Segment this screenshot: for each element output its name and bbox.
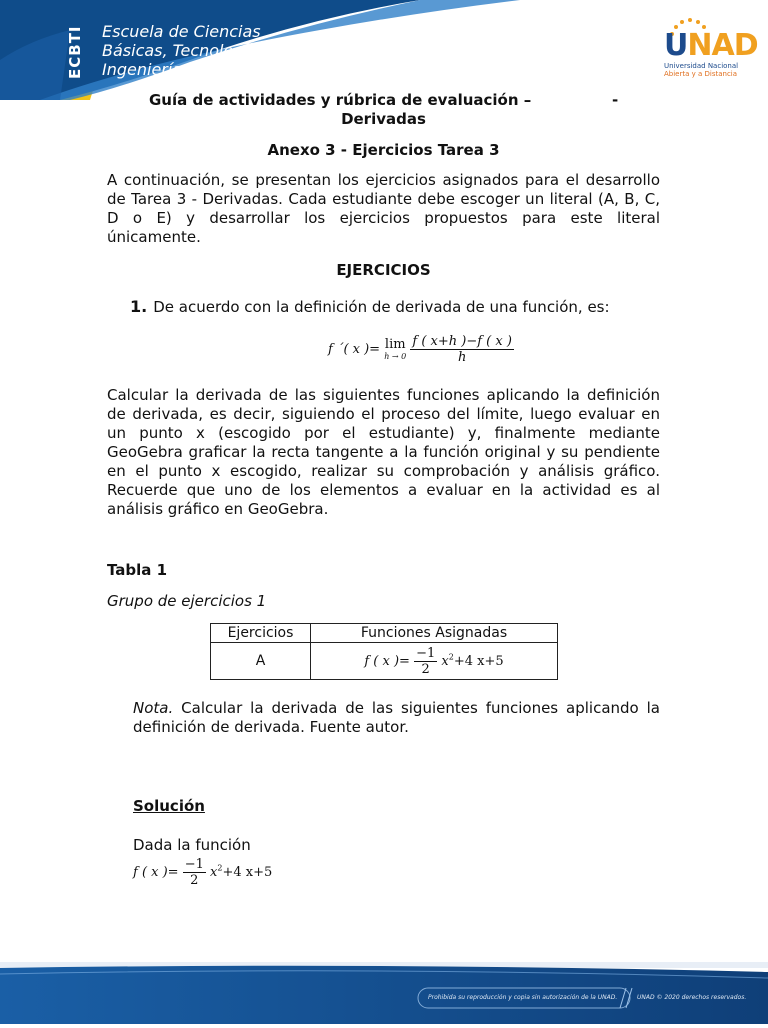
given-function-label: Dada la función bbox=[133, 836, 251, 854]
formula-lim: lim bbox=[384, 337, 406, 352]
table-row bbox=[211, 643, 558, 680]
exercise-item-1 bbox=[130, 297, 610, 316]
table-label: Tabla 1 bbox=[107, 561, 168, 579]
header-banner bbox=[0, 0, 768, 100]
formula-lhs: f ´( x )= bbox=[328, 342, 381, 357]
school-name bbox=[102, 22, 273, 79]
school-name-line1: Escuela de Ciencias bbox=[102, 22, 261, 41]
table-caption: Grupo de ejercicios 1 bbox=[107, 592, 267, 610]
formula-lim-sub: h → 0 bbox=[384, 352, 407, 361]
table-cell-exercise: A bbox=[211, 643, 311, 680]
title-dash: - bbox=[612, 91, 619, 109]
footer-rights: UNAD © 2020 derechos reservados. bbox=[637, 994, 747, 1001]
section-heading: EJERCICIOS bbox=[336, 261, 431, 279]
note-text: Calcular la derivada de las siguientes funciones aplicando la definición de derivada. Fuente autor. bbox=[133, 699, 660, 736]
unad-subtitle: Universidad Nacional Abierta y a Distancia bbox=[664, 62, 739, 78]
solution-heading: Solución bbox=[133, 797, 205, 815]
formula-denominator: h bbox=[457, 350, 467, 365]
item-number: 1. bbox=[130, 297, 148, 316]
table-header-cell: Ejercicios bbox=[211, 624, 311, 643]
exercises-table bbox=[210, 623, 558, 680]
intro-paragraph: A continuación, se presentan los ejercicios asignados para el desarrollo de Tarea 3 - Derivadas. Cada estudiante debe escoger un literal (A, B, C, D o E) y desarrollar los ejercicios propuestos para este literal únicamente. bbox=[107, 171, 660, 246]
title-line1: Guía de actividades y rúbrica de evaluación – bbox=[149, 91, 532, 109]
unad-logo bbox=[664, 18, 758, 82]
footer-notice: Prohibida su reproducción y copia sin autorización de la UNAD. bbox=[428, 994, 618, 1001]
note-label: Nota. bbox=[133, 699, 174, 717]
item-text: De acuerdo con la definición de derivada de una función, es: bbox=[153, 298, 610, 316]
footer-swoosh bbox=[0, 962, 768, 1024]
title-line2: Derivadas bbox=[341, 110, 426, 128]
function-formula: f ( x )= $\frac{-1}{2}$ $x^2+4$ x+5 bbox=[364, 645, 504, 677]
document-title bbox=[107, 91, 660, 129]
table-header-cell: Funciones Asignadas bbox=[311, 624, 558, 643]
instructions-paragraph: Calcular la derivada de las siguientes funciones aplicando la definición de derivada, es decir, siguiendo el proceso del límite, luego evaluar en un punto x (escogido por el estudiante) y, finalmente mediante GeoGebra graficar la recta tangente a la función original y su pendiente en el punto x escogido, realizar su comprobación y análisis gráfico. Recuerde que uno de los elementos a evaluar en la actividad es al análisis gráfico en GeoGebra. bbox=[107, 386, 660, 518]
given-function-formula: f ( x )= $\frac{-1}{2}$ $x^2+4$ x+5 bbox=[133, 857, 273, 888]
table-header-row bbox=[211, 624, 558, 643]
table-cell-function bbox=[311, 643, 558, 680]
formula-numerator: f ( x+h )−f ( x ) bbox=[412, 334, 512, 349]
unad-wordmark: UNAD bbox=[664, 28, 758, 63]
formula-fraction bbox=[410, 334, 514, 365]
school-name-line2: Básicas, Tecnología e bbox=[102, 41, 273, 60]
derivative-definition-formula bbox=[328, 334, 514, 365]
table-note bbox=[133, 699, 660, 737]
footer-banner bbox=[0, 962, 768, 1024]
ecbti-logo-text: ECBTI bbox=[66, 25, 84, 79]
annex-heading: Anexo 3 - Ejercicios Tarea 3 bbox=[267, 141, 500, 159]
school-name-line3: Ingeniería bbox=[102, 60, 183, 79]
